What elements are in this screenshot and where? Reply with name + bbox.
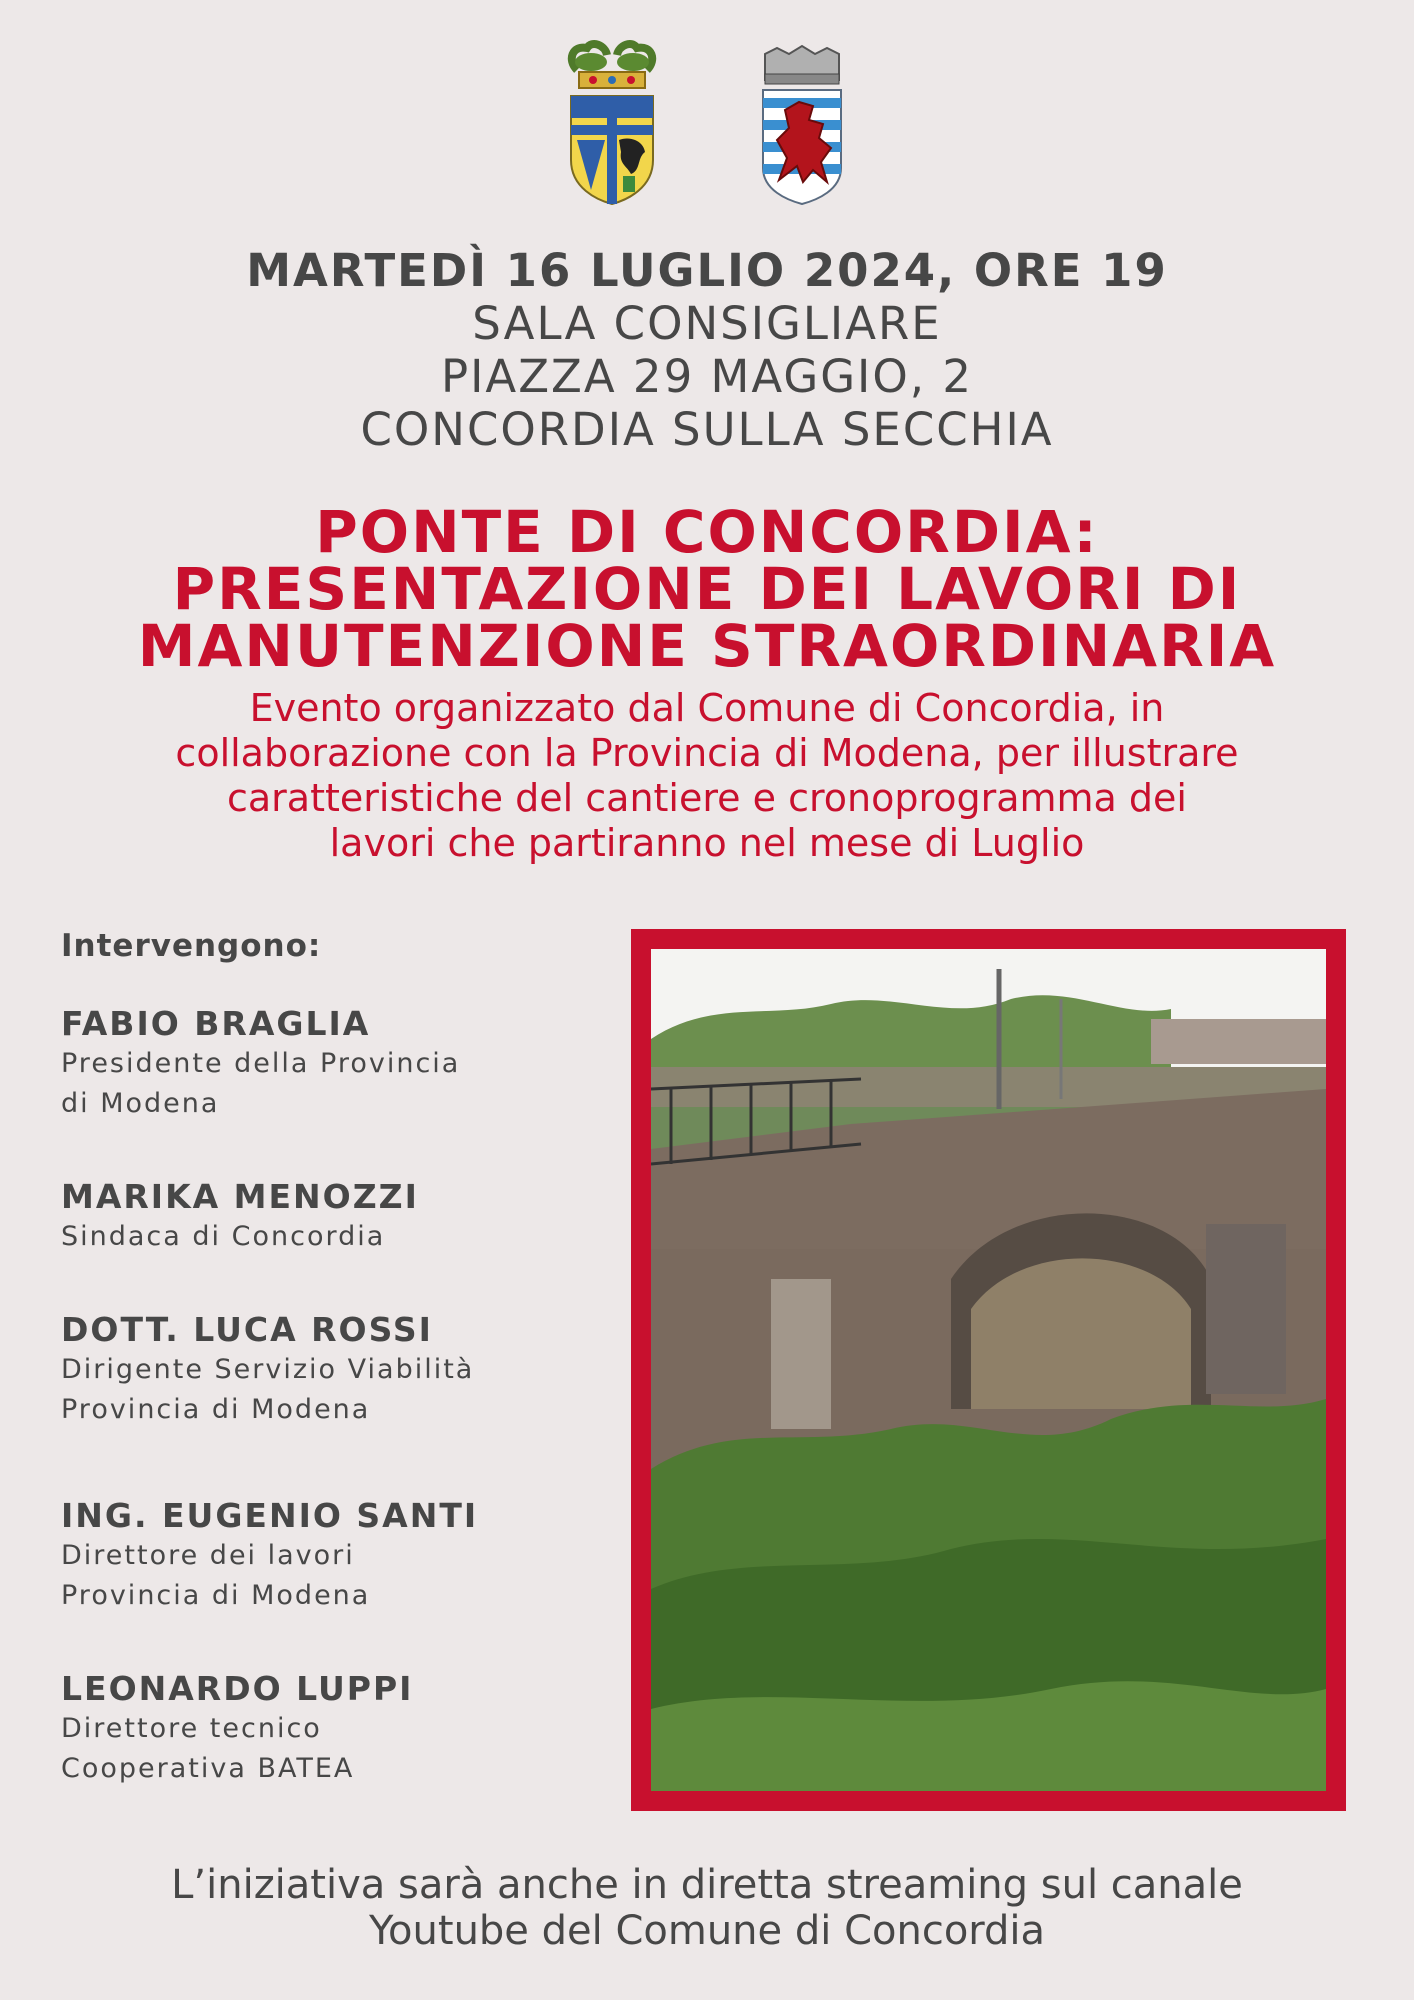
speaker-item — [61, 1669, 581, 1789]
speaker-name: ING. EUGENIO SANTI — [61, 1496, 479, 1535]
event-date-time: MARTEDÌ 16 LUGLIO 2024, ORE 19 — [246, 244, 1168, 297]
event-address: PIAZZA 29 MAGGIO, 2 — [441, 350, 973, 403]
speaker-name: MARIKA MENOZZI — [61, 1177, 419, 1216]
event-town: CONCORDIA SULLA SECCHIA — [360, 403, 1054, 456]
speaker-role: Dirigente Servizio Viabilità — [61, 1354, 475, 1385]
speaker-role: Provincia di Modena — [61, 1580, 371, 1611]
provincia-di-modena-coat-of-arms — [557, 40, 667, 205]
description-line-1: Evento organizzato dal Comune di Concordia, in — [249, 686, 1165, 730]
description-line-4: lavori che partiranno nel mese di Luglio — [329, 821, 1085, 865]
event-description — [0, 686, 1414, 866]
speakers-list — [61, 928, 581, 1784]
description-line-2: collaborazione con la Provincia di Modena, per illustrare — [175, 731, 1239, 775]
speaker-name: FABIO BRAGLIA — [61, 1004, 371, 1043]
speaker-role: Cooperativa BATEA — [61, 1753, 355, 1784]
streaming-note-line-1: L’iniziativa sarà anche in diretta streaming sul canale — [171, 1862, 1243, 1908]
speaker-item — [61, 1004, 581, 1124]
speaker-name: LEONARDO LUPPI — [61, 1669, 414, 1708]
title-line-3: MANUTENZIONE STRAORDINARIA — [137, 612, 1277, 680]
speaker-item — [61, 1496, 581, 1616]
comune-di-concordia-coat-of-arms — [747, 40, 857, 205]
speaker-item — [61, 1177, 581, 1257]
title-line-1: PONTE DI CONCORDIA: — [315, 498, 1099, 566]
logos — [0, 40, 1414, 205]
description-line-3: caratteristiche del cantiere e cronoprogramma dei — [227, 776, 1187, 820]
title-line-2: PRESENTAZIONE DEI LAVORI DI — [172, 555, 1242, 623]
speaker-item — [61, 1310, 581, 1430]
event-venue: SALA CONSIGLIARE — [472, 297, 942, 350]
speaker-name: DOTT. LUCA ROSSI — [61, 1310, 433, 1349]
speaker-role: Sindaca di Concordia — [61, 1221, 386, 1252]
event-info — [0, 244, 1414, 456]
page-title — [0, 498, 1414, 680]
photo-frame — [631, 929, 1346, 1811]
speaker-role: Direttore dei lavori — [61, 1540, 355, 1571]
speaker-role: di Modena — [61, 1088, 220, 1119]
speaker-role: Direttore tecnico — [61, 1713, 322, 1744]
streaming-note-line-2: Youtube del Comune di Concordia — [368, 1908, 1046, 1954]
speakers-intro: Intervengono: — [61, 928, 322, 964]
speaker-role: Presidente della Provincia — [61, 1048, 461, 1079]
streaming-note — [0, 1862, 1414, 1954]
speaker-role: Provincia di Modena — [61, 1394, 371, 1425]
bridge-photo — [651, 949, 1326, 1791]
